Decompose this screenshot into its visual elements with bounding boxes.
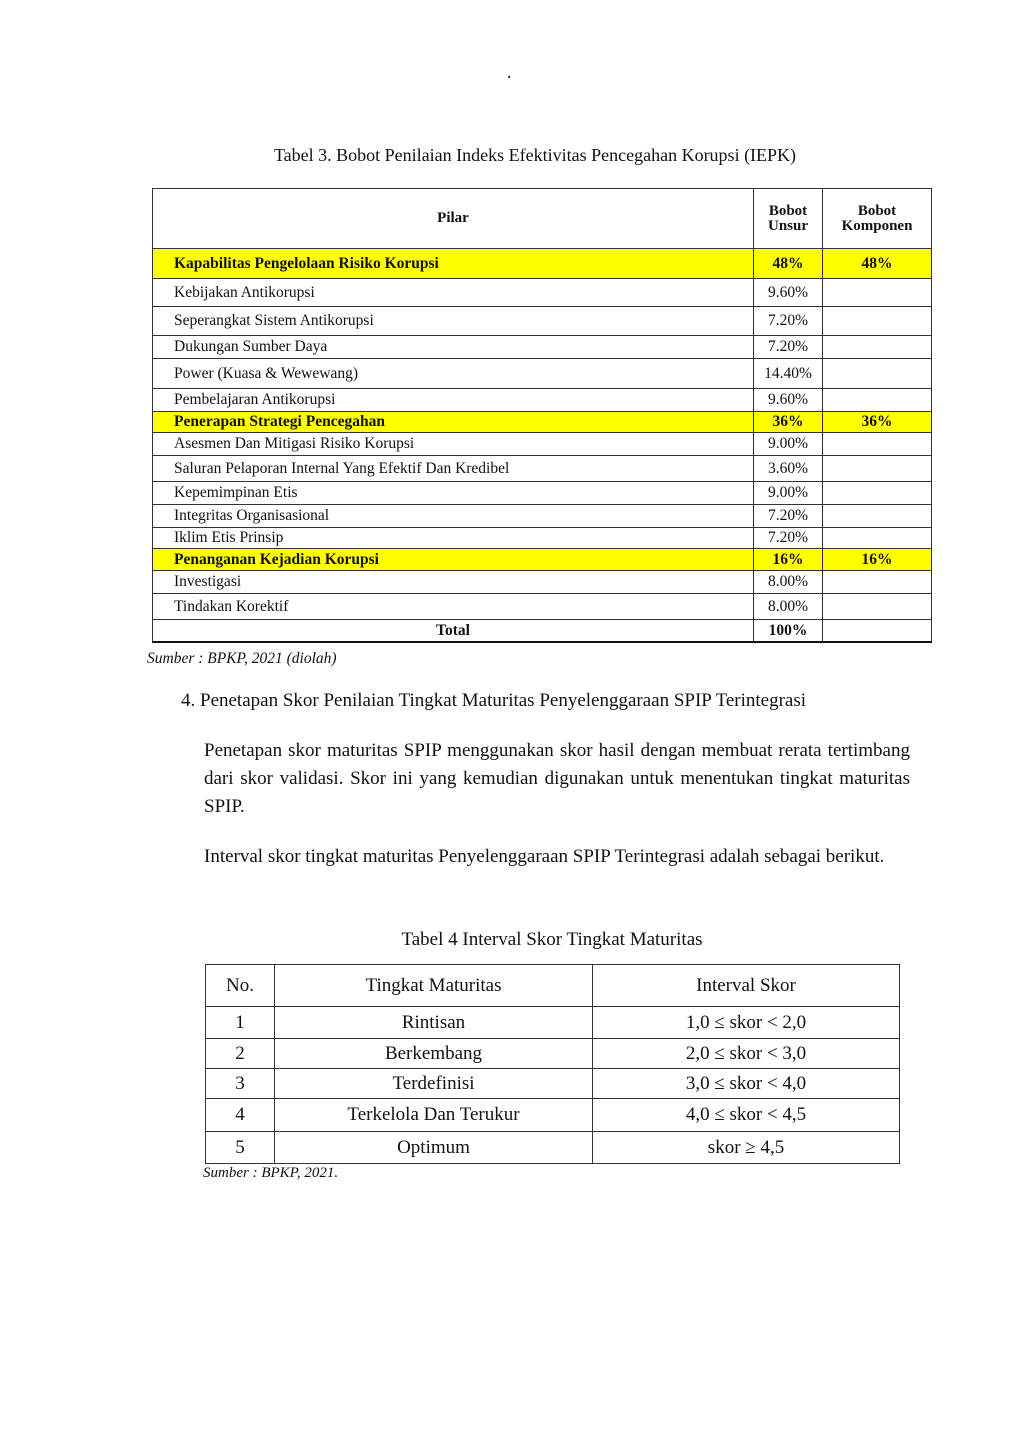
header-pilar: Pilar xyxy=(153,189,754,249)
table3-cell-unsur: 7.20% xyxy=(754,505,823,528)
table4-cell-no: 4 xyxy=(206,1099,275,1132)
section-heading: 4. Penetapan Skor Penilaian Tingkat Maturitas Penyelenggaraan SPIP Terintegrasi xyxy=(181,690,807,711)
table4-header-row xyxy=(206,965,900,1007)
table3-row xyxy=(153,549,932,571)
table4-row xyxy=(206,1099,900,1132)
table3-cell-label: Investigasi xyxy=(153,571,754,594)
table4-cell-interval: skor ≥ 4,5 xyxy=(593,1132,900,1164)
table3-cell-komponen: 16% xyxy=(823,549,932,571)
table3-cell-komponen xyxy=(823,482,932,505)
table4-cell-interval: 3,0 ≤ skor < 4,0 xyxy=(593,1069,900,1099)
header-bobot-komponen: Bobot Komponen xyxy=(823,189,932,249)
table4-row xyxy=(206,1007,900,1039)
table4-cell-interval: 1,0 ≤ skor < 2,0 xyxy=(593,1007,900,1039)
table3-row xyxy=(153,571,932,594)
header-interval: Interval Skor xyxy=(593,965,900,1007)
paragraph-2: Interval skor tingkat maturitas Penyelenggaraan SPIP Terintegrasi adalah sebagai berikut. xyxy=(204,846,885,867)
table4-cell-tingkat: Terkelola Dan Terukur xyxy=(275,1099,593,1132)
table3-cell-unsur: 7.20% xyxy=(754,307,823,336)
table4-row xyxy=(206,1132,900,1164)
table3-row xyxy=(153,336,932,359)
table3-source: Sumber : BPKP, 2021 (diolah) xyxy=(147,650,337,667)
table3-cell-unsur: 7.20% xyxy=(754,528,823,549)
table3-row xyxy=(153,389,932,412)
table3-cell-unsur: 16% xyxy=(754,549,823,571)
table3-row xyxy=(153,482,932,505)
table3-cell-label: Iklim Etis Prinsip xyxy=(153,528,754,549)
total-label: Total xyxy=(153,620,754,642)
table4-cell-tingkat: Terdefinisi xyxy=(275,1069,593,1099)
table4-cell-no: 5 xyxy=(206,1132,275,1164)
table3-cell-komponen xyxy=(823,505,932,528)
table3-row xyxy=(153,505,932,528)
table3-cell-komponen xyxy=(823,594,932,620)
table3-cell-komponen xyxy=(823,433,932,456)
table3-row xyxy=(153,307,932,336)
table3-row xyxy=(153,456,932,482)
table3-cell-label: Kepemimpinan Etis xyxy=(153,482,754,505)
table3-cell-unsur: 9.00% xyxy=(754,433,823,456)
table3-cell-label: Saluran Pelaporan Internal Yang Efektif Dan Kredibel xyxy=(153,456,754,482)
table3-cell-unsur: 14.40% xyxy=(754,359,823,389)
table3-cell-label: Kapabilitas Pengelolaan Risiko Korupsi xyxy=(153,249,754,279)
table4-cell-no: 3 xyxy=(206,1069,275,1099)
table3-cell-unsur: 3.60% xyxy=(754,456,823,482)
table4 xyxy=(205,964,900,1164)
table3-cell-unsur: 36% xyxy=(754,412,823,433)
total-komponen xyxy=(823,620,932,642)
table3-total-row xyxy=(153,620,932,642)
table3-cell-komponen xyxy=(823,279,932,307)
table4-cell-no: 2 xyxy=(206,1039,275,1069)
table3-cell-label: Seperangkat Sistem Antikorupsi xyxy=(153,307,754,336)
table3-row xyxy=(153,412,932,433)
table3-cell-komponen: 48% xyxy=(823,249,932,279)
table4-cell-tingkat: Rintisan xyxy=(275,1007,593,1039)
table4-source: Sumber : BPKP, 2021. xyxy=(203,1165,339,1181)
table4-cell-interval: 2,0 ≤ skor < 3,0 xyxy=(593,1039,900,1069)
table3-row xyxy=(153,279,932,307)
table4-cell-no: 1 xyxy=(206,1007,275,1039)
table3-cell-label: Integritas Organisasional xyxy=(153,505,754,528)
table4-row xyxy=(206,1039,900,1069)
page-dot: . xyxy=(507,62,512,82)
table3-row xyxy=(153,359,932,389)
header-bobot-unsur: Bobot Unsur xyxy=(754,189,823,249)
table3-cell-label: Power (Kuasa & Wewewang) xyxy=(153,359,754,389)
table3-cell-unsur: 7.20% xyxy=(754,336,823,359)
table3-caption: Tabel 3. Bobot Penilaian Indeks Efektivitas Pencegahan Korupsi (IEPK) xyxy=(273,145,797,165)
total-unsur: 100% xyxy=(754,620,823,642)
table3-cell-komponen xyxy=(823,456,932,482)
table4-cell-tingkat: Optimum xyxy=(275,1132,593,1164)
table3-row xyxy=(153,594,932,620)
table3 xyxy=(152,188,932,643)
table3-cell-komponen: 36% xyxy=(823,412,932,433)
table3-cell-unsur: 8.00% xyxy=(754,594,823,620)
table3-cell-komponen xyxy=(823,571,932,594)
table3-row xyxy=(153,249,932,279)
table3-cell-label: Asesmen Dan Mitigasi Risiko Korupsi xyxy=(153,433,754,456)
table3-cell-komponen xyxy=(823,528,932,549)
table3-cell-unsur: 9.60% xyxy=(754,389,823,412)
table4-cell-tingkat: Berkembang xyxy=(275,1039,593,1069)
header-no: No. xyxy=(206,965,275,1007)
table3-cell-label: Kebijakan Antikorupsi xyxy=(153,279,754,307)
table3-cell-unsur: 9.00% xyxy=(754,482,823,505)
header-tingkat: Tingkat Maturitas xyxy=(275,965,593,1007)
table3-cell-label: Dukungan Sumber Daya xyxy=(153,336,754,359)
table3-cell-label: Penanganan Kejadian Korupsi xyxy=(153,549,754,571)
table4-caption: Tabel 4 Interval Skor Tingkat Maturitas xyxy=(401,929,703,950)
table3-cell-unsur: 48% xyxy=(754,249,823,279)
table3-cell-label: Pembelajaran Antikorupsi xyxy=(153,389,754,412)
table4-cell-interval: 4,0 ≤ skor < 4,5 xyxy=(593,1099,900,1132)
table3-cell-komponen xyxy=(823,359,932,389)
table3-cell-label: Penerapan Strategi Pencegahan xyxy=(153,412,754,433)
table3-cell-komponen xyxy=(823,389,932,412)
table3-header-row xyxy=(153,189,932,249)
table3-cell-komponen xyxy=(823,336,932,359)
table3-cell-unsur: 8.00% xyxy=(754,571,823,594)
paragraph-1: Penetapan skor maturitas SPIP menggunakan skor hasil dengan membuat rerata tertimbang dari skor validasi. Skor ini yang kemudian digunakan untuk menentukan tingkat maturitas SPIP. xyxy=(204,740,910,817)
table3-row xyxy=(153,528,932,549)
table3-cell-label: Tindakan Korektif xyxy=(153,594,754,620)
table4-row xyxy=(206,1069,900,1099)
table3-cell-unsur: 9.60% xyxy=(754,279,823,307)
table3-cell-komponen xyxy=(823,307,932,336)
table3-row xyxy=(153,433,932,456)
